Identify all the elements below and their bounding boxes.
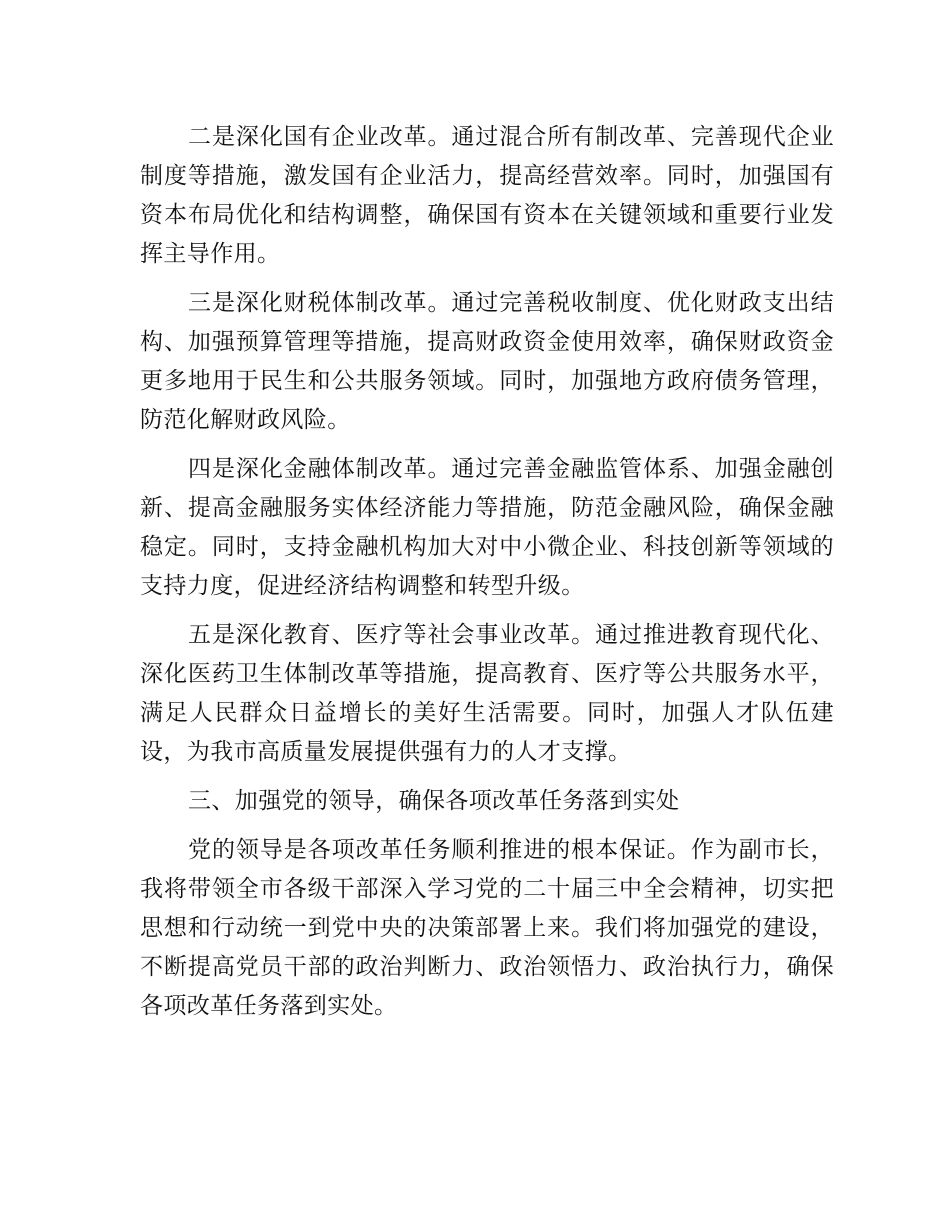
paragraph-soe-reform: 二是深化国有企业改革。通过混合所有制改革、完善现代企业制度等措施，激发国有企业活力，提高经营效率。同时，加强国有资本布局优化和结构调整，确保国有资本在关键领域和重要行业发挥主导作用。	[140, 124, 834, 267]
section-heading: 三、加强党的领导，确保各项改革任务落到实处	[188, 788, 680, 814]
paragraph-social-reform: 五是深化教育、医疗等社会事业改革。通过推进教育现代化、深化医药卫生体制改革等措施，提高教育、医疗等公共服务水平，满足人民群众日益增长的美好生活需要。同时，加强人才队伍建设，为我市高质量发展提供强有力的人才支撑。	[140, 622, 834, 765]
document-page	[140, 118, 834, 1036]
paragraph-financial-reform: 四是深化金融体制改革。通过完善金融监管体系、加强金融创新、提高金融服务实体经济能力等措施，防范金融风险，确保金融稳定。同时，支持金融机构加大对中小微企业、科技创新等领域的支持力度，促进经济结构调整和转型升级。	[140, 456, 834, 599]
paragraph-fiscal-reform: 三是深化财税体制改革。通过完善税收制度、优化财政支出结构、加强预算管理等措施，提高财政资金使用效率，确保财政资金更多地用于民生和公共服务领域。同时，加强地方政府债务管理，防范化解财政风险。	[140, 290, 834, 433]
paragraph-party-leadership: 党的领导是各项改革任务顺利推进的根本保证。作为副市长，我将带领全市各级干部深入学习党的二十届三中全会精神，切实把思想和行动统一到党中央的决策部署上来。我们将加强党的建设，不断提高党员干部的政治判断力、政治领悟力、政治执行力，确保各项改革任务落到实处。	[140, 837, 834, 1019]
